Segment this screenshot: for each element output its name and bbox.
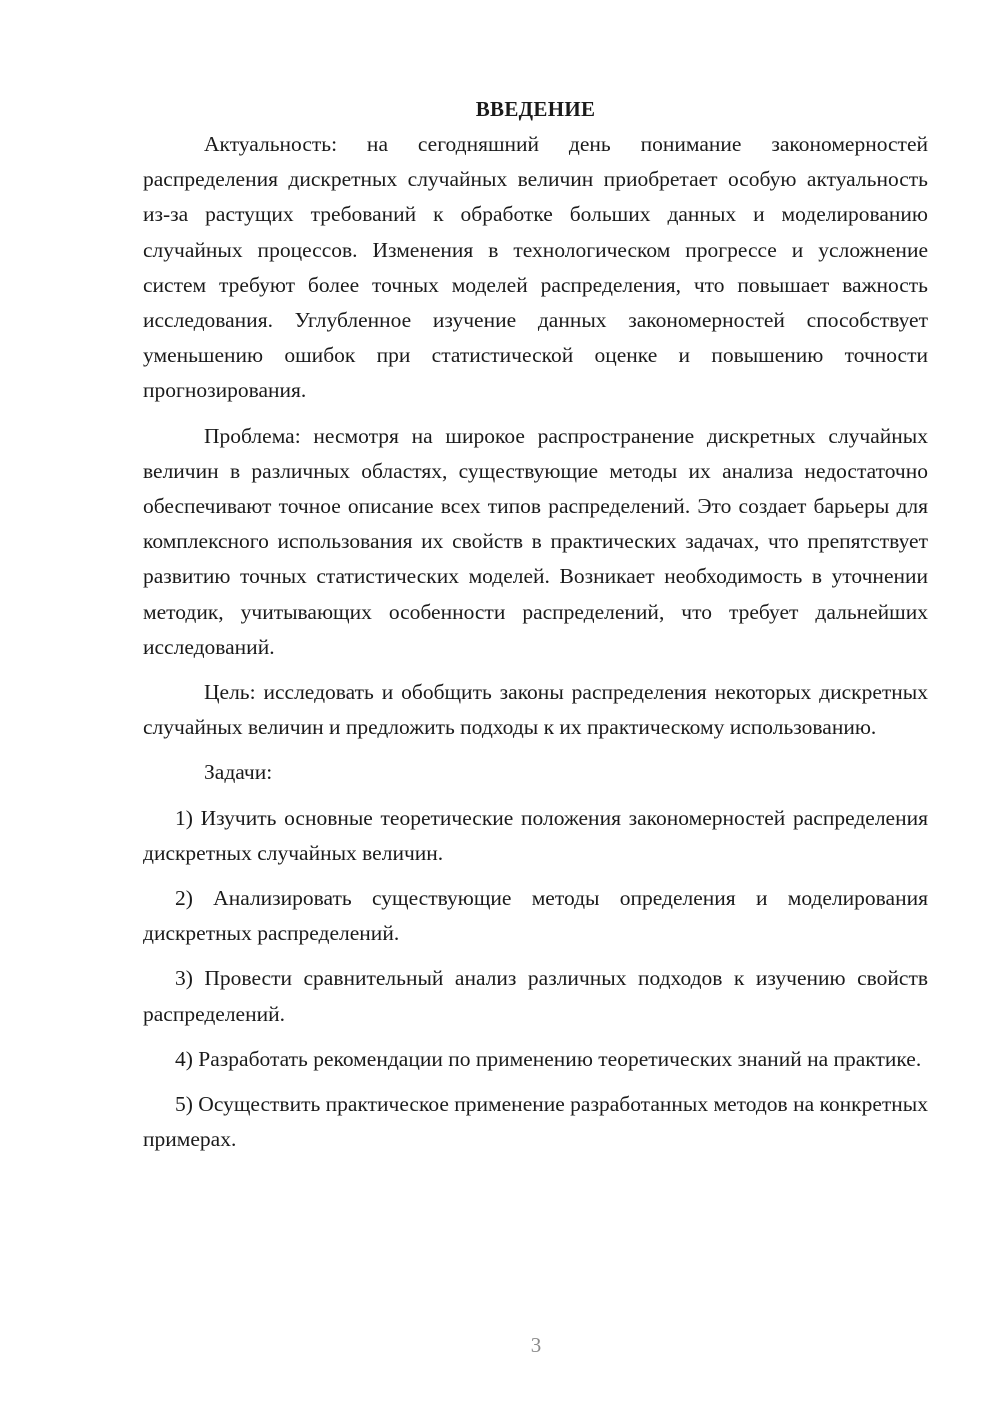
task-list (143, 801, 928, 1158)
page-number: 3 (530, 1333, 542, 1357)
task-item: 3) Провести сравнительный анализ различных подходов к изучению свойств распределений. (143, 966, 928, 1026)
document-page (143, 92, 928, 1167)
task-item: 4) Разработать рекомендации по применению теоретических знаний на практике. (175, 1046, 922, 1071)
task-item: 1) Изучить основные теоретические положения закономерностей распределения дискретных случайных величин. (143, 805, 928, 865)
paragraph-goal: Цель: исследовать и обобщить законы распределения некоторых дискретных случайных величин и предложить подходы к их практическому использованию. (143, 680, 928, 740)
page-title: ВВЕДЕНИЕ (475, 97, 596, 121)
task-item: 2) Анализировать существующие методы определения и моделирования дискретных распределений. (143, 886, 928, 946)
paragraph-relevance: Актуальность: на сегодняшний день понимание закономерностей распределения дискретных случайных величин приобретает особую актуальность из-за растущих требований к обработке больших данных и моделированию случайных процессов. Изменения в технологическом прогрессе и усложнение систем требуют более точных моделей распределения, что повышает важность исследования. Углубленное изучение данных закономерностей способствует уменьшению ошибок при статистической оценке и повышению точности прогнозирования. (143, 132, 928, 403)
tasks-label: Задачи: (204, 760, 273, 785)
task-item: 5) Осуществить практическое применение разработанных методов на конкретных примерах. (143, 1092, 928, 1152)
paragraph-problem: Проблема: несмотря на широкое распространение дискретных случайных величин в различных областях, существующие методы их анализа недостаточно обеспечивают точное описание всех типов распределений. Это создает барьеры для комплексного использования их свойств в практических задачах, что препятствует развитию точных статистических моделей. Возникает необходимость в уточнении методик, учитывающих особенности распределений, что требует дальнейших исследований. (143, 423, 928, 659)
